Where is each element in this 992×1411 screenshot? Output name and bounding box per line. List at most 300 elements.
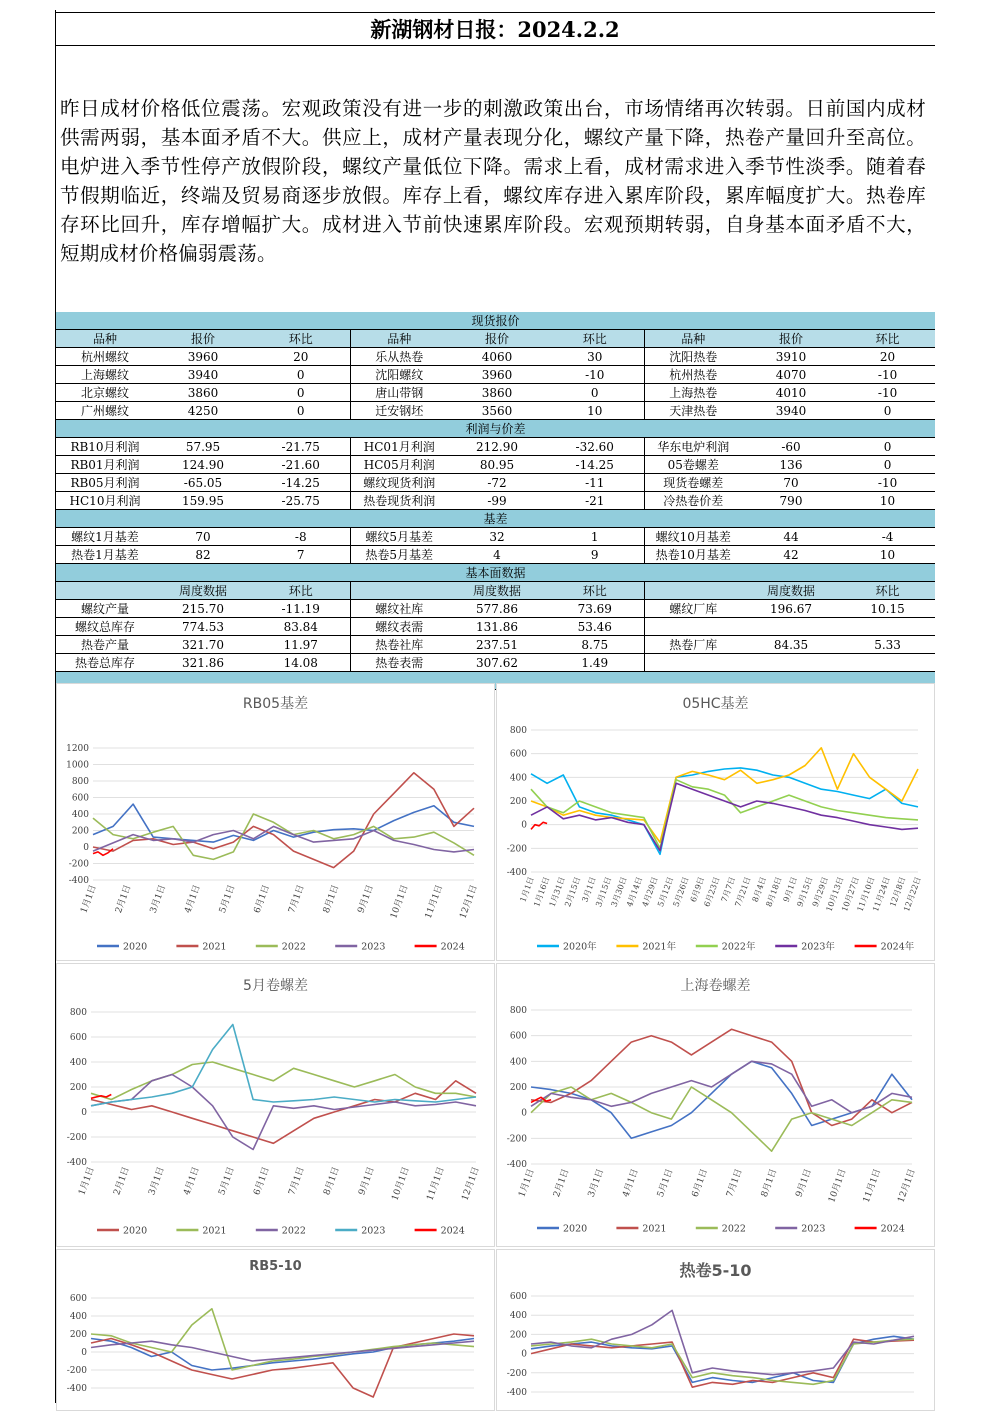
x-tick-label: 10月1日 bbox=[390, 1165, 412, 1203]
table-cell: 83.84 bbox=[252, 618, 350, 636]
table-cell: 乐从热卷 bbox=[350, 348, 448, 366]
x-tick-label: 11月24日 bbox=[871, 875, 892, 913]
table-cell: 10 bbox=[840, 546, 935, 564]
x-tick-label: 4月14日 bbox=[625, 875, 645, 909]
table-cell: 螺纹产量 bbox=[56, 600, 154, 618]
table-row bbox=[56, 618, 935, 636]
x-tick-label: 8月1日 bbox=[322, 1165, 342, 1197]
y-tick-label: 0 bbox=[81, 1348, 87, 1358]
y-tick-label: 0 bbox=[521, 1349, 527, 1360]
table-cell: 冷热卷价差 bbox=[644, 492, 742, 510]
table-cell: 0 bbox=[840, 456, 935, 474]
y-tick-label: 400 bbox=[69, 1312, 87, 1322]
x-tick-label: 8月4日 bbox=[750, 875, 769, 904]
table-cell bbox=[742, 654, 840, 672]
table-cell: -60 bbox=[742, 438, 840, 456]
y-tick-label: 200 bbox=[509, 1083, 527, 1093]
table-cell: 环比 bbox=[252, 330, 350, 348]
legend-label: 2020 bbox=[123, 941, 148, 953]
table-cell: 北京螺纹 bbox=[56, 384, 154, 402]
table-cell bbox=[840, 618, 935, 636]
table-cell: 212.90 bbox=[448, 438, 546, 456]
y-tick-label: 600 bbox=[509, 1292, 527, 1302]
table-cell: 0 bbox=[840, 402, 935, 420]
y-tick-label: 200 bbox=[509, 1330, 527, 1341]
market-summary: 昨日成材价格低位震荡。宏观政策没有进一步的刺激政策出台，市场情绪再次转弱。日前国内成材供需两弱，基本面矛盾不大。供应上，成材产量表现分化，螺纹产量下降，热卷产量回升至高位。电炉进入季节性停产放假阶段，螺纹产量低位下降。需求上看，成材需求进入季节性淡季。随着春节假期临近，终端及贸易商逐步放假。库存上看，螺纹库存进入累库阶段，累库幅度扩大。热卷库存环比回升，库存增幅扩大。成材进入节前快速累库阶段。宏观预期转弱，自身基本面矛盾不大，短期成材价格偏弱震荡。 bbox=[60, 97, 926, 265]
x-tick-label: 12月8日 bbox=[888, 875, 908, 909]
y-tick-label: 200 bbox=[509, 797, 527, 807]
table-cell: 1 bbox=[546, 528, 644, 546]
series-line-2020 bbox=[91, 1339, 474, 1371]
table-row bbox=[56, 600, 935, 618]
table-cell: HC10月利润 bbox=[56, 492, 154, 510]
table-row bbox=[56, 492, 935, 510]
y-tick-label: 400 bbox=[69, 1058, 87, 1068]
table-cell: 790 bbox=[742, 492, 840, 510]
x-tick-label: 10月13日 bbox=[824, 875, 846, 913]
table-cell: 唐山带钢 bbox=[350, 384, 448, 402]
x-tick-label: 12月1日 bbox=[458, 883, 480, 921]
data-tables bbox=[56, 312, 935, 690]
y-tick-label: 400 bbox=[509, 1057, 527, 1068]
chart-rb05-basis bbox=[56, 683, 495, 961]
table-cell: 10.15 bbox=[840, 600, 935, 618]
table-cell: 131.86 bbox=[448, 618, 546, 636]
table-cell: -21 bbox=[546, 492, 644, 510]
x-tick-label: 11月1日 bbox=[425, 1165, 447, 1203]
table-cell: 20 bbox=[252, 348, 350, 366]
table-cell: -10 bbox=[546, 366, 644, 384]
series-line-2021 bbox=[93, 773, 474, 868]
chart-shanghai-coil-rebar-spread bbox=[496, 963, 935, 1247]
table-cell: 3940 bbox=[742, 402, 840, 420]
table-cell: 82 bbox=[154, 546, 252, 564]
legend-label: 2023 bbox=[361, 941, 386, 953]
table-cell: 热卷现货利润 bbox=[350, 492, 448, 510]
table-cell: -11.19 bbox=[252, 600, 350, 618]
x-tick-label: 12月1日 bbox=[896, 1167, 918, 1205]
x-tick-label: 2月1日 bbox=[112, 1165, 132, 1197]
table-cell: 7 bbox=[252, 546, 350, 564]
table-cell: 3910 bbox=[742, 348, 840, 366]
table-cell: 螺纹现货利润 bbox=[350, 474, 448, 492]
x-tick-label: 3月1日 bbox=[147, 1165, 167, 1197]
table-cell: 42 bbox=[742, 546, 840, 564]
x-tick-label: 8月18日 bbox=[764, 875, 784, 909]
table-cell: 20 bbox=[840, 348, 935, 366]
chart-05hc-basis bbox=[496, 683, 935, 961]
y-tick-label: 1200 bbox=[66, 744, 89, 754]
table-cell: 0 bbox=[546, 384, 644, 402]
table-row bbox=[56, 348, 935, 366]
table-cell: 774.53 bbox=[154, 618, 252, 636]
x-tick-label: 5月1日 bbox=[217, 883, 238, 915]
table-cell: 环比 bbox=[546, 330, 644, 348]
chart-title: RB5-10 bbox=[249, 1259, 302, 1274]
y-tick-label: 0 bbox=[83, 843, 89, 853]
x-tick-label: 1月31日 bbox=[547, 875, 567, 909]
x-tick-label: 4月1日 bbox=[183, 883, 203, 915]
table-cell bbox=[644, 582, 742, 600]
table-cell: 8.75 bbox=[546, 636, 644, 654]
table-cell: 螺纹厂库 bbox=[644, 600, 742, 618]
table-cell: 73.69 bbox=[546, 600, 644, 618]
x-tick-label: 11月10日 bbox=[855, 875, 877, 913]
table-cell: 3960 bbox=[448, 366, 546, 384]
table-cell: -99 bbox=[448, 492, 546, 510]
y-tick-label: 400 bbox=[71, 810, 89, 820]
x-tick-label: 4月29日 bbox=[640, 875, 660, 909]
y-tick-label: 400 bbox=[509, 1311, 527, 1322]
table-cell: 05卷螺差 bbox=[644, 456, 742, 474]
table-cell: 4060 bbox=[448, 348, 546, 366]
section-fundamentals bbox=[56, 564, 935, 582]
section-title: 利润与价差 bbox=[56, 420, 935, 438]
x-tick-label: 5月12日 bbox=[656, 875, 676, 909]
table-cell: 上海螺纹 bbox=[56, 366, 154, 384]
y-tick-label: -200 bbox=[506, 844, 527, 855]
y-tick-label: 1000 bbox=[66, 760, 89, 771]
y-tick-label: -400 bbox=[66, 1384, 87, 1394]
table-cell: 热卷总库存 bbox=[56, 654, 154, 672]
table-cell: -11 bbox=[546, 474, 644, 492]
table-cell: 5.33 bbox=[840, 636, 935, 654]
x-tick-label: 5月26日 bbox=[671, 875, 691, 909]
y-tick-label: -400 bbox=[66, 1158, 87, 1168]
legend-label: 2024 bbox=[440, 1225, 465, 1237]
chart-title: 热卷5-10 bbox=[679, 1261, 752, 1280]
table-cell: -10 bbox=[840, 384, 935, 402]
table-cell: 华东电炉利润 bbox=[644, 438, 742, 456]
y-tick-label: -400 bbox=[506, 1388, 527, 1398]
y-tick-label: 200 bbox=[69, 1083, 87, 1093]
x-tick-label: 12月22日 bbox=[901, 875, 923, 913]
x-tick-label: 10月1日 bbox=[827, 1167, 849, 1205]
section-title: 基差 bbox=[56, 510, 935, 528]
x-tick-label: 2月15日 bbox=[563, 875, 583, 909]
x-tick-label: 4月1日 bbox=[621, 1167, 641, 1199]
section-spot bbox=[56, 312, 935, 330]
table-cell: 周度数据 bbox=[742, 582, 840, 600]
table-cell: 杭州热卷 bbox=[644, 366, 742, 384]
x-tick-label: 5月1日 bbox=[655, 1167, 676, 1199]
y-tick-label: 600 bbox=[509, 1031, 527, 1042]
table-cell: 报价 bbox=[448, 330, 546, 348]
table-cell: 4010 bbox=[742, 384, 840, 402]
x-tick-label: 8月1日 bbox=[321, 883, 342, 915]
table-cell bbox=[840, 654, 935, 672]
chart-title: 上海卷螺差 bbox=[680, 978, 751, 994]
series-line-2021 bbox=[531, 1339, 914, 1387]
x-tick-label: 6月1日 bbox=[252, 883, 273, 915]
table-cell: 136 bbox=[742, 456, 840, 474]
table-cell: 32 bbox=[448, 528, 546, 546]
chart-title: 05HC基差 bbox=[682, 696, 749, 712]
table-cell bbox=[350, 582, 448, 600]
legend-label: 2021 bbox=[642, 1223, 667, 1235]
table-cell: -10 bbox=[840, 474, 935, 492]
table-cell: 4070 bbox=[742, 366, 840, 384]
table-cell: 57.95 bbox=[154, 438, 252, 456]
table-cell: 周度数据 bbox=[448, 582, 546, 600]
table-cell: 321.70 bbox=[154, 636, 252, 654]
table-cell: 0 bbox=[252, 402, 350, 420]
table-cell: 报价 bbox=[154, 330, 252, 348]
table-cell: 11.97 bbox=[252, 636, 350, 654]
x-tick-label: 7月21日 bbox=[733, 875, 753, 909]
legend-label: 2021 bbox=[202, 1225, 227, 1237]
table-cell: 环比 bbox=[840, 330, 935, 348]
table-cell: 沈阳螺纹 bbox=[350, 366, 448, 384]
table-cell: 3860 bbox=[448, 384, 546, 402]
table-row bbox=[56, 402, 935, 420]
table-row bbox=[56, 366, 935, 384]
table-cell: 沈阳热卷 bbox=[644, 348, 742, 366]
section-profit bbox=[56, 420, 935, 438]
table-cell bbox=[56, 582, 154, 600]
table-cell: 577.86 bbox=[448, 600, 546, 618]
table-cell: 0 bbox=[840, 438, 935, 456]
table-cell: 热卷社库 bbox=[350, 636, 448, 654]
table-row bbox=[56, 384, 935, 402]
table-cell: 3860 bbox=[154, 384, 252, 402]
table-cell: 70 bbox=[742, 474, 840, 492]
legend-label: 2022年 bbox=[721, 941, 756, 953]
chart-title: RB05基差 bbox=[242, 696, 309, 712]
table-row bbox=[56, 636, 935, 654]
table-cell: 1.49 bbox=[546, 654, 644, 672]
legend-label: 2021 bbox=[202, 941, 227, 953]
legend-label: 2022 bbox=[281, 1225, 306, 1237]
table-cell: 螺纹表需 bbox=[350, 618, 448, 636]
section-title: 基本面数据 bbox=[56, 564, 935, 582]
legend-label: 2024年 bbox=[880, 941, 915, 953]
table-cell: 307.62 bbox=[448, 654, 546, 672]
x-tick-label: 8月1日 bbox=[759, 1167, 780, 1199]
table-cell: 现货卷螺差 bbox=[644, 474, 742, 492]
table-cell: 30 bbox=[546, 348, 644, 366]
legend-label: 2022 bbox=[721, 1223, 746, 1235]
table-cell: 螺纹10月基差 bbox=[644, 528, 742, 546]
x-tick-label: 9月15日 bbox=[795, 875, 815, 909]
chart-hc5-10 bbox=[496, 1249, 935, 1411]
y-tick-label: 0 bbox=[81, 1108, 87, 1118]
series-line-2022 bbox=[91, 1309, 474, 1370]
table-cell: 124.90 bbox=[154, 456, 252, 474]
table-cell: 广州螺纹 bbox=[56, 402, 154, 420]
table-cell: 159.95 bbox=[154, 492, 252, 510]
table-cell: RB05月利润 bbox=[56, 474, 154, 492]
chart-title: 5月卷螺差 bbox=[243, 978, 308, 994]
table-cell: 84.35 bbox=[742, 636, 840, 654]
legend-label: 2021年 bbox=[642, 941, 677, 953]
table-cell: 3940 bbox=[154, 366, 252, 384]
x-tick-label: 12月1日 bbox=[460, 1165, 482, 1203]
y-tick-label: -200 bbox=[506, 1368, 527, 1379]
section-title: 现货报价 bbox=[56, 312, 935, 330]
table-cell: 报价 bbox=[742, 330, 840, 348]
table-cell: 215.70 bbox=[154, 600, 252, 618]
x-tick-label: 3月1日 bbox=[148, 883, 169, 915]
series-line-2022 bbox=[531, 1087, 912, 1151]
x-tick-label: 2月1日 bbox=[551, 1167, 572, 1199]
y-tick-label: -400 bbox=[506, 868, 527, 878]
table-cell: 53.46 bbox=[546, 618, 644, 636]
table-cell: 热卷5月基差 bbox=[350, 546, 448, 564]
series-line-2024年 bbox=[531, 822, 547, 829]
table-cell: 196.67 bbox=[742, 600, 840, 618]
table-cell: 螺纹总库存 bbox=[56, 618, 154, 636]
table-cell: 天津热卷 bbox=[644, 402, 742, 420]
x-tick-label: 3月15日 bbox=[594, 875, 614, 909]
y-tick-label: 200 bbox=[71, 826, 89, 837]
x-tick-label: 7月1日 bbox=[287, 883, 307, 915]
table-cell: 热卷厂库 bbox=[644, 636, 742, 654]
chart-may-coil-rebar-spread bbox=[56, 963, 495, 1247]
table-header bbox=[56, 582, 935, 600]
x-tick-label: 1月1日 bbox=[79, 883, 99, 915]
x-tick-label: 9月1日 bbox=[781, 875, 800, 904]
x-tick-label: 1月1日 bbox=[518, 875, 536, 904]
x-tick-label: 3月30日 bbox=[609, 875, 629, 909]
legend-label: 2023年 bbox=[801, 941, 835, 953]
y-tick-label: -200 bbox=[68, 859, 89, 870]
table-cell: 迁安钢坯 bbox=[350, 402, 448, 420]
legend-label: 2020 bbox=[123, 1225, 148, 1237]
legend-label: 2020年 bbox=[563, 941, 597, 953]
table-cell: 热卷表需 bbox=[350, 654, 448, 672]
table-cell: 热卷1月基差 bbox=[56, 546, 154, 564]
x-tick-label: 7月1日 bbox=[287, 1165, 307, 1197]
x-tick-label: 1月1日 bbox=[77, 1165, 97, 1197]
table-cell: 螺纹社库 bbox=[350, 600, 448, 618]
table-cell bbox=[644, 654, 742, 672]
table-cell: 热卷产量 bbox=[56, 636, 154, 654]
table-row bbox=[56, 528, 935, 546]
y-tick-label: -200 bbox=[66, 1133, 87, 1143]
table-cell: 品种 bbox=[350, 330, 448, 348]
table-cell bbox=[742, 618, 840, 636]
table-cell: HC01月利润 bbox=[350, 438, 448, 456]
table-cell: 14.08 bbox=[252, 654, 350, 672]
table-cell bbox=[644, 618, 742, 636]
y-tick-label: 600 bbox=[69, 1294, 87, 1304]
x-tick-label: 10月1日 bbox=[389, 883, 411, 921]
table-cell: -14.25 bbox=[546, 456, 644, 474]
chart-area bbox=[56, 683, 935, 1403]
y-tick-label: -400 bbox=[68, 876, 89, 886]
table-cell: 环比 bbox=[252, 582, 350, 600]
table-row bbox=[56, 438, 935, 456]
y-tick-label: 600 bbox=[71, 793, 89, 804]
table-cell: 80.95 bbox=[448, 456, 546, 474]
section-basis bbox=[56, 510, 935, 528]
table-cell: 0 bbox=[252, 366, 350, 384]
table-cell: -21.75 bbox=[252, 438, 350, 456]
table-cell: RB01月利润 bbox=[56, 456, 154, 474]
y-tick-label: -400 bbox=[506, 1160, 527, 1170]
x-tick-label: 1月16日 bbox=[532, 875, 552, 909]
table-cell: -8 bbox=[252, 528, 350, 546]
table-cell: 321.86 bbox=[154, 654, 252, 672]
table-cell: 4 bbox=[448, 546, 546, 564]
table-cell: 3960 bbox=[154, 348, 252, 366]
table-cell: 4250 bbox=[154, 402, 252, 420]
x-tick-label: 3月1日 bbox=[580, 875, 598, 904]
legend-label: 2023 bbox=[361, 1225, 386, 1237]
x-tick-label: 9月29日 bbox=[810, 875, 830, 909]
x-tick-label: 4月1日 bbox=[182, 1165, 202, 1197]
table-cell: 环比 bbox=[546, 582, 644, 600]
x-tick-label: 5月1日 bbox=[217, 1165, 237, 1197]
price-table bbox=[56, 312, 935, 690]
series-line-2022 bbox=[93, 814, 474, 859]
y-tick-label: 800 bbox=[509, 1006, 527, 1016]
table-cell: 44 bbox=[742, 528, 840, 546]
table-cell: 9 bbox=[546, 546, 644, 564]
x-tick-label: 9月1日 bbox=[794, 1167, 814, 1199]
y-tick-label: 600 bbox=[509, 749, 527, 760]
table-cell: RB10月利润 bbox=[56, 438, 154, 456]
y-tick-label: 800 bbox=[71, 777, 89, 787]
x-tick-label: 6月23日 bbox=[702, 875, 722, 909]
x-tick-label: 11月1日 bbox=[861, 1167, 884, 1205]
table-cell: 70 bbox=[154, 528, 252, 546]
table-cell: -72 bbox=[448, 474, 546, 492]
table-cell: 品种 bbox=[56, 330, 154, 348]
table-row bbox=[56, 474, 935, 492]
y-tick-label: 800 bbox=[69, 1008, 87, 1018]
y-tick-label: 800 bbox=[509, 726, 527, 736]
x-tick-label: 11月1日 bbox=[423, 883, 446, 921]
table-row bbox=[56, 456, 935, 474]
table-cell: 热卷10月基差 bbox=[644, 546, 742, 564]
table-row bbox=[56, 654, 935, 672]
legend-label: 2024 bbox=[440, 941, 465, 953]
table-cell: 上海热卷 bbox=[644, 384, 742, 402]
y-tick-label: -200 bbox=[506, 1134, 527, 1145]
table-header bbox=[56, 330, 935, 348]
table-cell: 3560 bbox=[448, 402, 546, 420]
x-tick-label: 10月27日 bbox=[840, 875, 861, 913]
table-cell: -65.05 bbox=[154, 474, 252, 492]
y-tick-label: 400 bbox=[509, 773, 527, 784]
table-cell: -21.60 bbox=[252, 456, 350, 474]
legend-label: 2020 bbox=[563, 1223, 588, 1235]
table-cell: 237.51 bbox=[448, 636, 546, 654]
table-cell: -10 bbox=[840, 366, 935, 384]
table-cell: 杭州螺纹 bbox=[56, 348, 154, 366]
table-cell: HC05月利润 bbox=[350, 456, 448, 474]
report-title: 新湖钢材日报：2024.2.2 bbox=[55, 12, 935, 46]
y-tick-label: 200 bbox=[69, 1330, 87, 1340]
x-tick-label: 6月9日 bbox=[688, 875, 707, 904]
legend-label: 2024 bbox=[880, 1223, 905, 1235]
table-cell: -32.60 bbox=[546, 438, 644, 456]
x-tick-label: 7月1日 bbox=[725, 1167, 745, 1199]
legend-label: 2023 bbox=[801, 1223, 826, 1235]
legend-label: 2022 bbox=[281, 941, 306, 953]
table-cell: 0 bbox=[252, 384, 350, 402]
y-tick-label: -200 bbox=[66, 1366, 87, 1376]
x-tick-label: 3月1日 bbox=[586, 1167, 607, 1199]
y-tick-label: 0 bbox=[521, 820, 527, 831]
table-cell: 10 bbox=[840, 492, 935, 510]
series-line-2020年 bbox=[531, 768, 918, 854]
y-tick-label: 0 bbox=[521, 1108, 527, 1119]
x-tick-label: 6月1日 bbox=[690, 1167, 711, 1199]
table-cell: -25.75 bbox=[252, 492, 350, 510]
